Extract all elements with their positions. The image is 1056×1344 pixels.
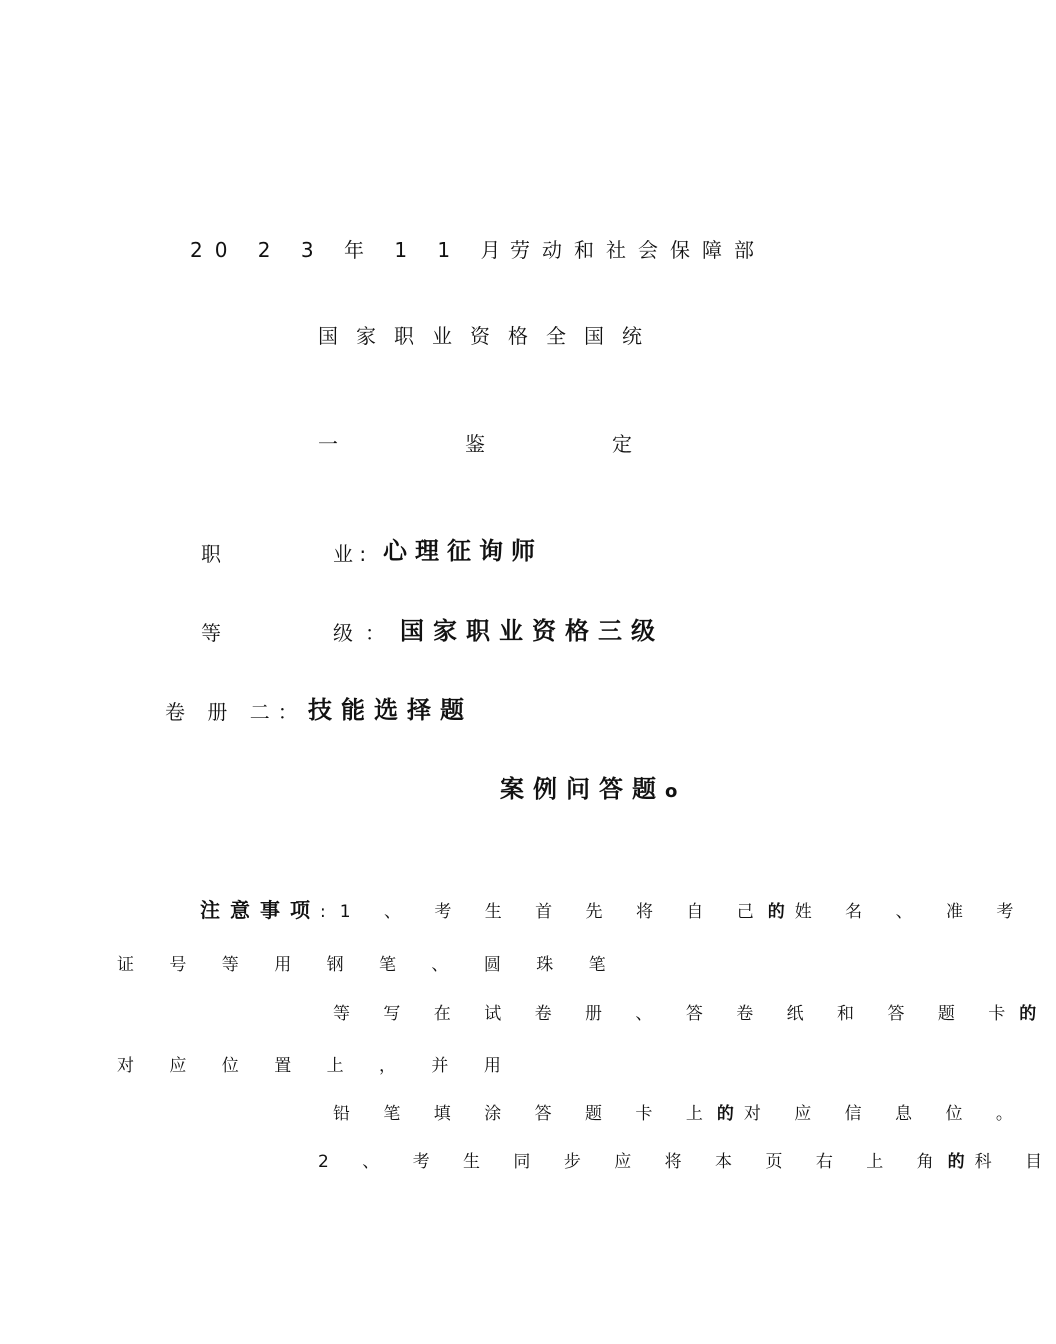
- notice-line1-tail: 姓 名 、 准 考: [794, 902, 1028, 922]
- occupation-value: 心理征询师: [383, 537, 543, 565]
- volume-label: 卷 册 二：: [165, 700, 306, 724]
- occupation-label-b: 业 :: [333, 542, 367, 566]
- notice-line-3: [333, 1000, 1052, 1026]
- case-qa-text: 案例问答题: [500, 775, 665, 803]
- notice-line-2: 证 号 等 用 钢 笔 、 圆 珠 笔: [117, 955, 621, 975]
- level-label-b: 级：: [333, 621, 397, 645]
- volume-value-case-qa: [500, 777, 677, 804]
- level-value: 国家职业资格三级: [400, 617, 664, 645]
- occupation-label-a: 职: [201, 542, 221, 566]
- notice-line-6: [318, 1148, 1056, 1174]
- exam-title-part-b: 鉴: [465, 432, 485, 456]
- exam-title-part-a: 一: [318, 432, 338, 456]
- ministry-name: 劳动和社会保障部: [510, 238, 766, 262]
- notice-line6-a: 2 、 考 生 同 步 应 将 本 页 右 上 角: [318, 1152, 948, 1172]
- notice-line-4: 对 应 位 置 上 ， 并 用: [117, 1056, 516, 1076]
- notice-line5-bold: 的: [716, 1104, 744, 1124]
- case-qa-suffix: o: [665, 781, 678, 802]
- notice-line3-text: 等 写 在 试 卷 册 、 答 卷 纸 和 答 题 卡: [333, 1004, 1020, 1024]
- notice-line1-bold: 的: [767, 902, 795, 922]
- notice-line3-bold: 的: [1019, 1004, 1053, 1024]
- notice-line6-b: 科 目: [974, 1152, 1056, 1172]
- exam-title: 国家职业资格全国统: [318, 324, 660, 348]
- notice-heading: 注意事项: [200, 898, 320, 922]
- volume-value-skill-choice: 技能选择题: [308, 696, 473, 724]
- notice-line-5: [333, 1100, 1027, 1126]
- notice-line5-a: 铅 笔 填 涂 答 题 卡 上: [333, 1104, 717, 1124]
- exam-date: 20 2 3 年 1 1 月: [190, 238, 513, 262]
- notice-line5-b: 对 应 信 息 位 。: [743, 1104, 1027, 1124]
- exam-title-part-c: 定: [612, 432, 632, 456]
- notice-line1-text: :1 、 考 生 首 先 将 自 己: [320, 902, 768, 922]
- notice-line6-bold: 的: [947, 1152, 975, 1172]
- level-label-a: 等: [201, 621, 221, 645]
- notice-line-1: [200, 898, 1027, 924]
